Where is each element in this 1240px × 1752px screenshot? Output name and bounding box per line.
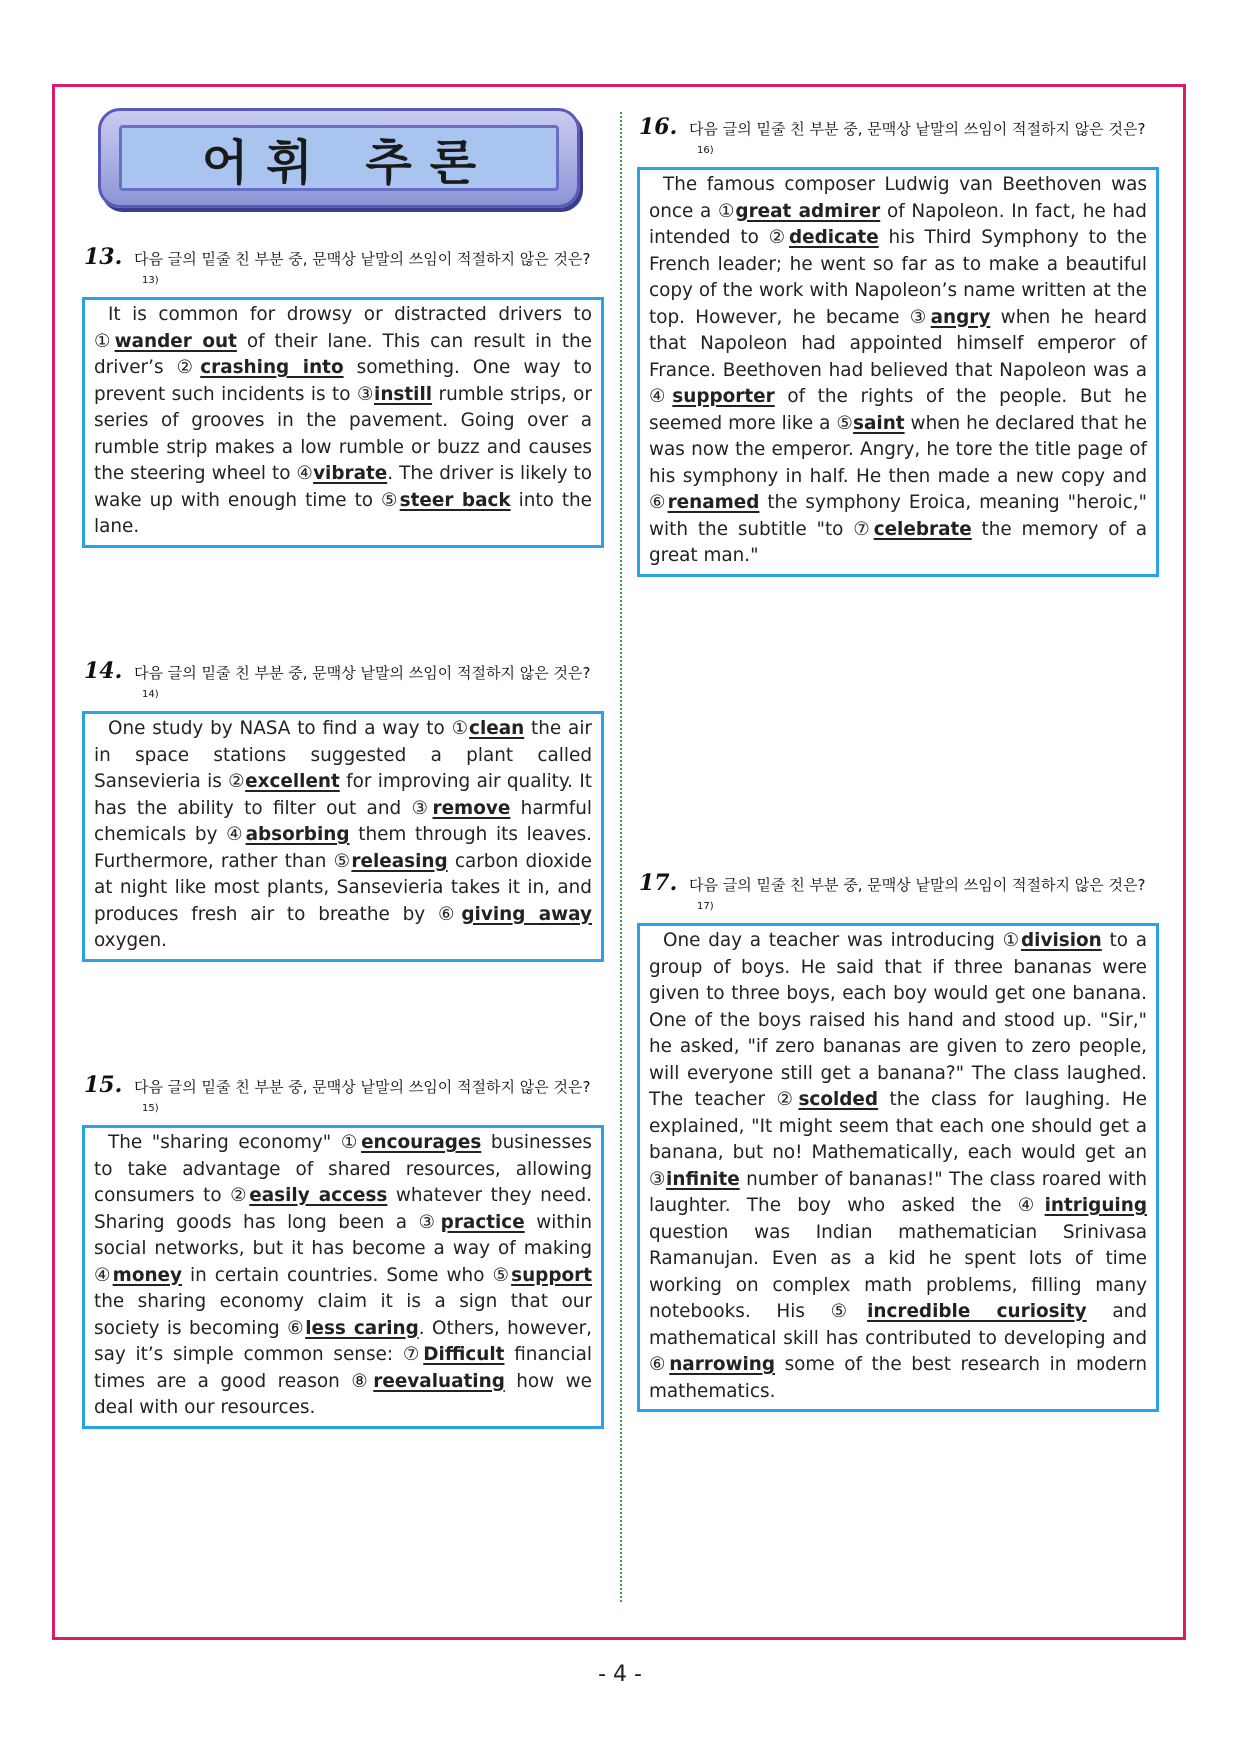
question-instruction: 다음 글의 밑줄 친 부분 중, 문맥상 낱말의 쓰임이 적절하지 않은 것은? [134, 1078, 591, 1096]
underlined-word: scolded [798, 1089, 879, 1110]
underlined-word: clean [469, 718, 525, 739]
footnote-ref: 14) [142, 689, 159, 700]
question-number: 14. [84, 658, 123, 684]
question-17 [637, 872, 1159, 1412]
passage-box [82, 711, 604, 962]
passage-box [82, 297, 604, 548]
underlined-word: infinite [666, 1168, 740, 1190]
question-13 [82, 246, 604, 548]
underlined-word: instill [374, 383, 433, 405]
underlined-word: easily access [249, 1185, 388, 1206]
underlined-word: giving away [461, 903, 592, 925]
underlined-word: absorbing [245, 824, 350, 845]
column-divider [620, 112, 622, 1602]
passage-text: One day a teacher was introducing ①division to a group of boys. He said that if three bananas were given to three boys, each boy would get one banana. One of the boys raised his hand and stood up. "Sir," he asked, "if zero bananas are given to zero people, will everyone still get a banana?" The class laughed. The teacher ②scolded the class for laughing. He explained, "It might seem that each one should get a banana, but no! Mathematically, each would get an ③infinite number of bananas!" The class roared with laughter. The boy who asked the ④intriguing question was Indian mathematician Srinivasa Ramanujan. Even as a kid he spent lots of time working on complex math problems, filling many notebooks. His ⑤incredible curiosity and mathematical skill has contributed to developing and ⑥narrowing some of the best research in modern mathematics. [649, 930, 1147, 1402]
question-number: 17. [639, 870, 678, 896]
question-16 [637, 116, 1159, 577]
underlined-word: great admirer [735, 200, 881, 222]
underlined-word: excellent [245, 771, 340, 792]
footnote-ref: 13) [142, 275, 159, 286]
page-number: - 4 - [598, 1662, 642, 1687]
question-header [84, 660, 604, 709]
underlined-word: incredible curiosity [867, 1301, 1087, 1322]
question-header [639, 872, 1159, 921]
question-header [84, 246, 604, 295]
question-header [84, 1074, 604, 1123]
underlined-word: releasing [351, 850, 448, 872]
footnote-ref: 17) [697, 901, 714, 912]
underlined-word: practice [440, 1211, 525, 1233]
question-instruction: 다음 글의 밑줄 친 부분 중, 문맥상 낱말의 쓰임이 적절하지 않은 것은? [689, 876, 1146, 894]
passage-text: The "sharing economy" ①encourages businesses to take advantage of shared resources, allowing consumers to ②easily access whatever they need. Sharing goods has long been a ③practice within social networks, but it has become a way of making ④money in certain countries. Some who ⑤support the sharing economy claim it is a sign that our society is becoming ⑥less caring. Others, however, say it’s simple common sense: ⑦Difficult financial times are a good reason ⑧reevaluating how we deal with our resources. [94, 1132, 592, 1418]
question-number: 16. [639, 114, 678, 140]
passage-text: One study by NASA to find a way to ①clean the air in space stations suggested a plant called Sansevieria is ②excellent for improving air quality. It has the ability to filter out and ③remove harmful chemicals by ④absorbing them through its leaves. Furthermore, rather than ⑤releasing carbon dioxide at night like most plants, Sansevieria takes it in, and produces fresh air to breathe by ⑥giving away oxygen. [94, 718, 593, 951]
underlined-word: dedicate [789, 227, 879, 248]
underlined-word: encourages [361, 1132, 482, 1153]
question-instruction: 다음 글의 밑줄 친 부분 중, 문맥상 낱말의 쓰임이 적절하지 않은 것은? [134, 664, 591, 682]
underlined-word: division [1021, 930, 1102, 951]
underlined-word: remove [432, 797, 511, 819]
question-instruction: 다음 글의 밑줄 친 부분 중, 문맥상 낱말의 쓰임이 적절하지 않은 것은? [134, 250, 591, 268]
underlined-word: reevaluating [373, 1370, 505, 1392]
underlined-word: celebrate [873, 518, 972, 540]
passage-text: It is common for drowsy or distracted drivers to ①wander out of their lane. This can result in the driver’s ②crashing into something. One way to prevent such incidents is to ③instill rumble strips, or series of grooves in the pavement. Going over a rumble strip makes a low rumble or buzz and causes the steering wheel to ④vibrate. The driver is likely to wake up with enough time to ⑤steer back into the lane. [94, 304, 593, 537]
underlined-word: wander out [114, 330, 237, 352]
underlined-word: vibrate [313, 463, 388, 484]
underlined-word: support [511, 1264, 592, 1286]
section-title-inner [119, 125, 559, 191]
question-number: 15. [84, 1072, 123, 1098]
underlined-word: less caring [305, 1317, 419, 1339]
passage-text: The famous composer Ludwig van Beethoven was once a ①great admirer of Napoleon. In fact, he had intended to ②dedicate his Third Symphony to the French leader; he went so far as to make a beautiful copy of the work with Napoleon’s name written at the top. However, he became ③angry when he heard that Napoleon had appointed himself emperor of France. Beethoven had believed that Napoleon was a ④supporter of the rights of the people. But he seemed more like a ⑤saint when he declared that he was now the emperor. Angry, he tore the title page of his symphony in half. He then made a new copy and ⑥renamed the symphony Eroica, meaning "heroic," with the subtitle "to ⑦celebrate the memory of a great man." [649, 174, 1148, 566]
question-number: 13. [84, 244, 123, 270]
footnote-ref: 16) [697, 145, 714, 156]
section-title: 어휘 추론 [201, 134, 495, 191]
underlined-word: steer back [399, 489, 511, 511]
question-instruction: 다음 글의 밑줄 친 부분 중, 문맥상 낱말의 쓰임이 적절하지 않은 것은? [689, 120, 1146, 138]
passage-box [637, 167, 1159, 577]
passage-box [82, 1125, 604, 1429]
section-title-badge [98, 108, 580, 208]
question-15 [82, 1074, 604, 1429]
underlined-word: angry [930, 306, 991, 328]
question-14 [82, 660, 604, 962]
passage-box [637, 923, 1159, 1412]
underlined-word: renamed [667, 492, 760, 513]
underlined-word: narrowing [669, 1354, 776, 1375]
underlined-word: crashing into [200, 357, 344, 378]
question-header [639, 116, 1159, 165]
footnote-ref: 15) [142, 1103, 159, 1114]
underlined-word: money [112, 1264, 183, 1286]
underlined-word: supporter [672, 386, 775, 407]
underlined-word: Difficult [423, 1344, 505, 1365]
underlined-word: saint [853, 412, 905, 434]
underlined-word: intriguing [1044, 1195, 1147, 1216]
